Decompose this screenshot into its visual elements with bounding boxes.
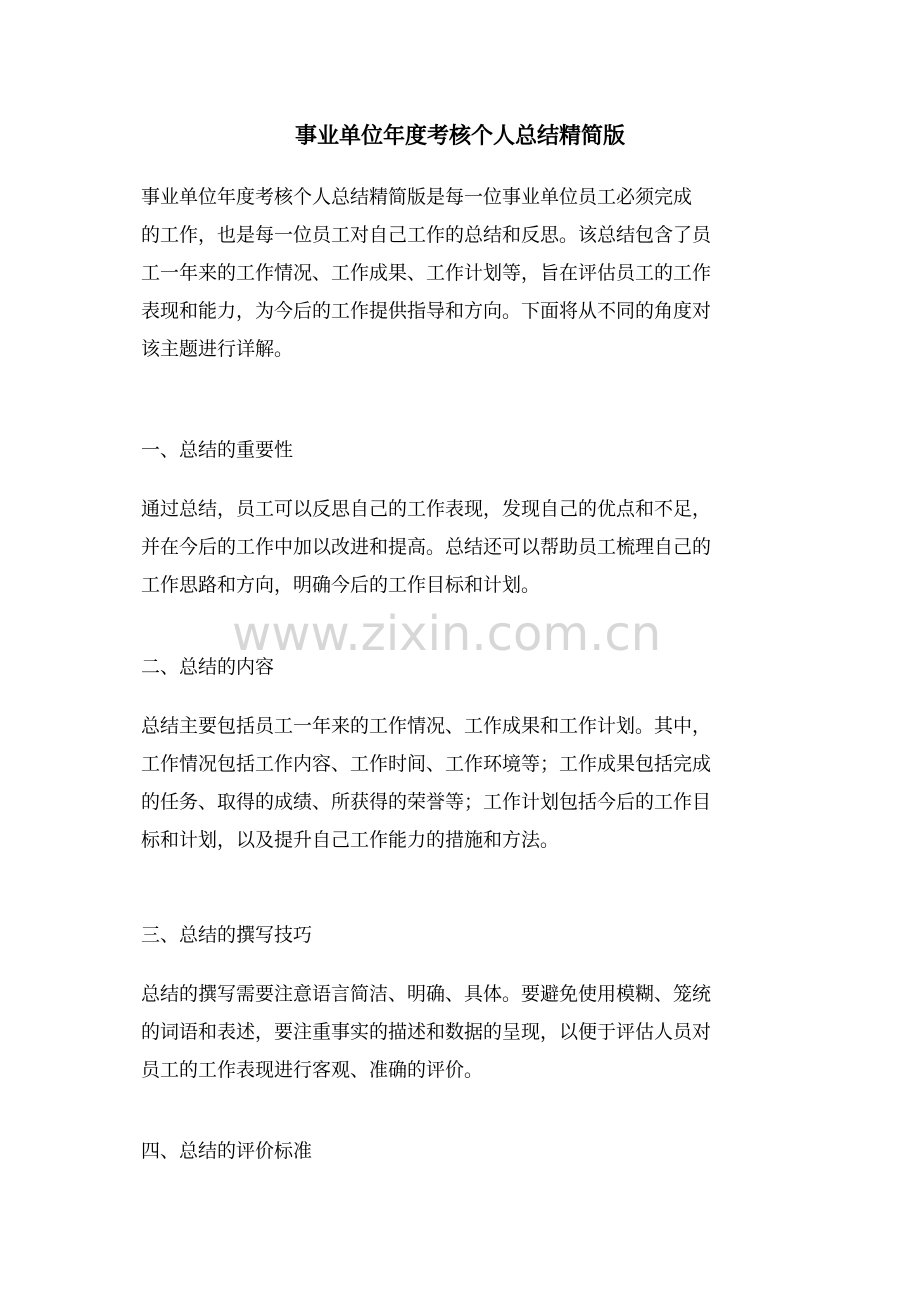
section-heading-2: 二、总结的内容 bbox=[141, 656, 275, 678]
section-heading-4: 四、总结的评价标准 bbox=[141, 1140, 313, 1162]
paragraph-line: 标和计划，以及提升自己工作能力的措施和方法。 bbox=[141, 829, 560, 851]
paragraph-line: 的任务、取得的成绩、所获得的荣誉等；工作计划包括今后的工作目 bbox=[141, 791, 712, 813]
paragraph-line: 员工的工作表现进行客观、准确的评价。 bbox=[141, 1059, 484, 1081]
paragraph-line: 总结主要包括员工一年来的工作情况、工作成果和工作计划。其中， bbox=[141, 715, 712, 737]
paragraph-line: 的词语和表述，要注重事实的描述和数据的呈现，以便于评估人员对 bbox=[141, 1021, 712, 1043]
watermark-text: www.zixin.com.cn bbox=[232, 606, 662, 662]
intro-paragraph bbox=[141, 178, 791, 368]
section-heading-1: 一、总结的重要性 bbox=[141, 439, 294, 461]
paragraph-line: 工作思路和方向，明确今后的工作目标和计划。 bbox=[141, 574, 541, 596]
paragraph-line: 工作情况包括工作内容、工作时间、工作环境等；工作成果包括完成 bbox=[141, 753, 712, 775]
paragraph-line: 总结的撰写需要注意语言简洁、明确、具体。要避免使用模糊、笼统 bbox=[141, 983, 712, 1005]
paragraph-line: 表现和能力，为今后的工作提供指导和方向。下面将从不同的角度对 bbox=[141, 300, 712, 322]
paragraph-line: 事业单位年度考核个人总结精简版是每一位事业单位员工必须完成 bbox=[141, 186, 693, 208]
paragraph-line: 并在今后的工作中加以改进和提高。总结还可以帮助员工梳理自己的 bbox=[141, 536, 712, 558]
paragraph-line: 工一年来的工作情况、工作成果、工作计划等，旨在评估员工的工作 bbox=[141, 262, 712, 284]
paragraph-line: 的工作，也是每一位员工对自己工作的总结和反思。该总结包含了员 bbox=[141, 224, 712, 246]
section-3-paragraph bbox=[141, 975, 791, 1089]
document-title: 事业单位年度考核个人总结精简版 bbox=[294, 123, 625, 149]
section-1-paragraph bbox=[141, 490, 791, 604]
paragraph-line: 该主题进行详解。 bbox=[141, 338, 294, 360]
paragraph-line: 通过总结，员工可以反思自己的工作表现，发现自己的优点和不足， bbox=[141, 498, 712, 520]
section-heading-3: 三、总结的撰写技巧 bbox=[141, 924, 313, 946]
section-2-paragraph bbox=[141, 707, 791, 859]
